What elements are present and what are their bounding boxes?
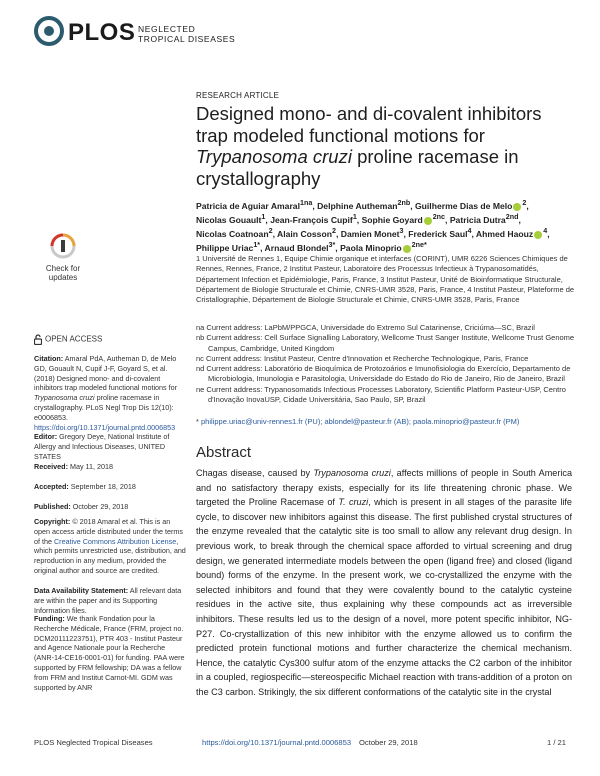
accepted-label: Accepted: [34, 482, 69, 491]
footer-doi-link[interactable]: https://doi.org/10.1371/journal.pntd.0006853 [202, 738, 352, 747]
author[interactable]: Nicolas Coatnoan [196, 229, 269, 240]
author-mark: 4 [543, 227, 548, 236]
abstract-body [196, 466, 572, 700]
affiliations: 1 Université de Rennes 1, Equipe Chimie organique et interfaces (CORINT), UMR 6226 Sciences Chimiques de Rennes, Rennes, France, 2 Institut Pasteur, Laboratoire des Processus Infectieux à Trypanosomatidés, Département Infection et Epidémiologie, Paris, France, 3 Institut Pasteur, Unité de Bioinformatique Structurale, Département de Biologie Structurale et Chimie, CNRS-UMR 3528, Paris, France, 4 Institut Pasteur, Plateforme de Cristallographie, Département de Biologie Structurale et Chimie, CNRS-UMR 3528, Paris, France [196, 254, 575, 305]
copyright [34, 517, 186, 576]
published-label: Published: [34, 502, 71, 511]
author[interactable]: Ahmed Haouz [475, 229, 534, 240]
page-number: 1 / 21 [547, 738, 566, 747]
brand-name: PLOS [68, 19, 136, 46]
author[interactable]: Alain Cosson [277, 229, 332, 240]
funding-text: We thank Fondation pour la Recherche Médicale, France (FRM, project no. DCM20111223751), PTR 403 - Institut Pasteur and Agence Nationale pour la Recherche (ANR-14-CE16-0001-01) for funding. PAA were supported by FRM fellowship; DA was a fellow from FRM and Institut Carnot-MI. GDM was supported by ANR [34, 614, 185, 692]
author[interactable]: Delphine Autheman [317, 200, 398, 211]
abstract-species: T. cruzi [338, 497, 369, 508]
abstract-text: Chagas disease, caused by [196, 468, 314, 478]
citation-species: Trypanosoma cruzi [34, 393, 95, 403]
editor-label: Editor: [34, 432, 58, 441]
accepted-value: September 18, 2018 [70, 482, 136, 491]
author-mark: 1 [261, 213, 266, 222]
data-availability [34, 586, 186, 615]
author[interactable]: Damien Monet [340, 229, 400, 240]
citation [34, 354, 186, 432]
author-mark: 2nb [397, 199, 411, 207]
author-mark: 2 [331, 227, 336, 236]
orcid-icon[interactable] [513, 203, 521, 211]
check-for-updates-label [34, 264, 92, 282]
author-mark: 2nc [432, 213, 446, 222]
page-footer [34, 738, 566, 750]
author-mark: 2 [268, 227, 273, 236]
journal-name [138, 24, 235, 44]
author[interactable]: Patricia Dutra [449, 215, 506, 226]
received-value: May 11, 2018 [69, 462, 113, 471]
correspondence-emails[interactable]: philippe.uriac@univ-rennes1.fr (PU); ablondel@pasteur.fr (AB); paola.minoprio@pasteur.fr (PM) [201, 417, 520, 426]
author[interactable]: Patricia de Aguiar Amaral [196, 200, 300, 211]
plos-logo-icon [34, 16, 64, 46]
journal-name-line1: NEGLECTED [138, 24, 196, 34]
editor [34, 432, 186, 461]
author[interactable]: Frederick Saul [408, 229, 468, 240]
orcid-icon[interactable] [534, 231, 542, 239]
author-mark: 1 [352, 213, 357, 222]
title-rest: proline racemase in [351, 146, 519, 167]
journal-name-line2: TROPICAL DISEASES [138, 34, 236, 44]
abstract-species: Trypanosoma cruzi [313, 468, 391, 478]
editor-text: Gregory Deye, National Institute of Allergy and Infectious Diseases, UNITED STATES [34, 432, 170, 461]
accepted-date [34, 482, 186, 492]
author-mark: 2 [522, 199, 527, 207]
abstract-text: , which is present in all stages of the parasite life cycle, to discover new inhibitors against this disease. The first published crystal structures of the enzyme revealed that the catalytic site is too small to allow any relevant drug design. In previous work, to break through the chemical space afforded to virtual screening and drug design, we generated intermediate models between the open (ligand free) and closed (ligand bound) forms of the enzyme. In the present work, we co-crystallized the enzyme with the selected inhibitors and found that they were covalently bound to the catalytic cysteine residues in the active site, thus explaining why these compounds act as irreversible inhibitors. These results led us to the design of a novel, more potent specific inhibitor, NG-P27. Co-crystallization of this new inhibitor with the enzyme allowed us to confirm the predicted protein functional motions and further characterize the chemical mechanism. Hence, the catalytic Cys300 sulfur atom of the enzyme attacks the C2 carbon of the inhibitor in a coupled, regiospecific—stereospecific Michael reaction with trans-addition of a proton on the C3 carbon. Strikingly, the six different conformations of the catalytic site in the crystal [196, 497, 572, 697]
orcid-icon[interactable] [403, 245, 411, 253]
footer-date: October 29, 2018 [359, 738, 418, 747]
footer-journal: PLOS Neglected Tropical Diseases [34, 738, 153, 747]
citation-text: proline racemase in crystallography. PLoS Negl Trop Dis 12(10): e0006853. [34, 393, 174, 422]
author[interactable]: Arnaud Blondel [264, 243, 329, 254]
citation-doi-link[interactable]: https://doi.org/10.1371/journal.pntd.0006853 [34, 422, 176, 432]
author-mark: 3 [399, 227, 404, 236]
updates-line: Check for [45, 264, 81, 273]
current-address: ne Current address: Trypanosomatids Infectious Processes Laboratory, Scientific Platform Pasteur-USP, Centro d'Inovação InovaUSP, Cidade Universitária, Sao Paulo, SP, Brazil [196, 384, 566, 405]
abstract-heading: Abstract [196, 444, 252, 461]
author-mark: 1na [299, 199, 313, 207]
author[interactable]: Sophie Goyard [361, 215, 423, 226]
copyright-text: © 2018 Amaral et al. This is an open access article distributed under the terms of the [34, 517, 184, 546]
published-date [34, 502, 186, 512]
check-for-updates-icon [50, 233, 76, 259]
author-list: Patricia de Aguiar Amaral$^{1na}$, Delphine Autheman$^{2nb}$, Guilherme Dias de Melo $^2$, Nicolas Gouault$^1$, Jean-François Cupif$^1$, Sophie Goyard $^{2nc}$, Patricia Dutra$^{2nd}$, Nicolas Coatnoan$^2$, Alain Cosson$^2$, Damien Monet$^3$, Frederick Saul$^4$, Ahmed Haouz $^4$, Philippe Uriac$^{1*}$, Arnaud Blondel$^{3*}$, Paola Minoprio $^{2ne*}$ [196, 199, 550, 254]
data-availability-text: All relevant data are within the paper and its Supporting Information files. [34, 586, 182, 615]
author[interactable]: Nicolas Gouault [196, 215, 262, 226]
data-availability-label: Data Availability Statement: [34, 586, 129, 595]
title-line: crystallography [196, 167, 321, 189]
copyright-text: , which permits unrestricted use, distribution, and reproduction in any medium, provided the original author and source are credited. [34, 536, 186, 575]
title-species: Trypanosoma cruzi [196, 146, 352, 167]
author[interactable]: Paola Minoprio [340, 243, 402, 254]
license-link[interactable]: Creative Commons Attribution License [53, 536, 177, 546]
article-title [196, 103, 576, 189]
title-line [196, 146, 576, 168]
title-line: Designed mono- and di-covalent inhibitors [196, 103, 542, 124]
current-address: nc Current address: Institut Pasteur, Centre d'Innovation et Recherche Technologique, Paris, France [196, 353, 529, 363]
open-access [34, 334, 186, 345]
received-date [34, 462, 186, 472]
author[interactable]: Guilherme Dias de Melo [414, 200, 513, 211]
author-mark: 2ne* [411, 241, 427, 250]
author-mark: 3* [328, 241, 336, 250]
citation-text: Amaral PdA, Autheman D, de Melo GD, Gouault N, Cupif J-F, Goyard S, et al. (2018) Designed mono- and di-covalent inhibitors trap modeled functional motions for [34, 354, 178, 393]
copyright-label: Copyright: [34, 517, 71, 526]
article-type: RESEARCH ARTICLE [196, 91, 280, 100]
journal-logo[interactable] [34, 16, 274, 50]
received-label: Received: [34, 462, 68, 471]
funding [34, 614, 186, 692]
current-addresses [196, 323, 576, 405]
funding-label: Funding: [34, 614, 65, 623]
author[interactable]: Philippe Uriac [196, 243, 254, 254]
author[interactable]: Jean-François Cupif [270, 215, 353, 226]
title-line: trap modeled functional motions for [196, 124, 485, 146]
current-address: nb Current address: Cell Surface Signalling Laboratory, Wellcome Trust Sanger Institute, Wellcome Trust Genome Campus, Cambridge, United Kingdom [196, 333, 575, 353]
open-access-label: OPEN ACCESS [45, 334, 103, 344]
published-value: October 29, 2018 [72, 502, 129, 511]
current-address: na Current address: LaPbM/PPGCA, Universidade do Extremo Sul Catarinense, Criciúma—SC, Brazil [196, 323, 535, 332]
open-access-lock-icon [34, 334, 42, 345]
abstract-text: , affects millions of people in South America and no satisfactory therapy exists, especially for its life threatening chronic phase. We targeted the Proline Racemase of [196, 468, 573, 508]
author-mark: 4 [467, 227, 472, 236]
current-address: nd Current address: Laboratório de Bioquímica de Protozoários e Imunofisiologia do Exercício, Departamento de Microbiologia, Imunologia e Parasitologia, Universidade do Estado do Rio de Janeiro, Rio de Janeiro, Brazil [196, 364, 571, 384]
citation-label: Citation: [34, 354, 64, 363]
author-mark: 1* [253, 241, 261, 250]
correspondence: * philippe.uriac@univ-rennes1.fr (PU); ablondel@pasteur.fr (AB); paola.minoprio@pasteur.fr (PM) [196, 417, 520, 426]
orcid-icon[interactable] [424, 217, 432, 225]
check-for-updates-badge[interactable] [34, 231, 92, 293]
updates-line: updates [48, 273, 78, 282]
author-mark: 2nd [505, 213, 519, 222]
